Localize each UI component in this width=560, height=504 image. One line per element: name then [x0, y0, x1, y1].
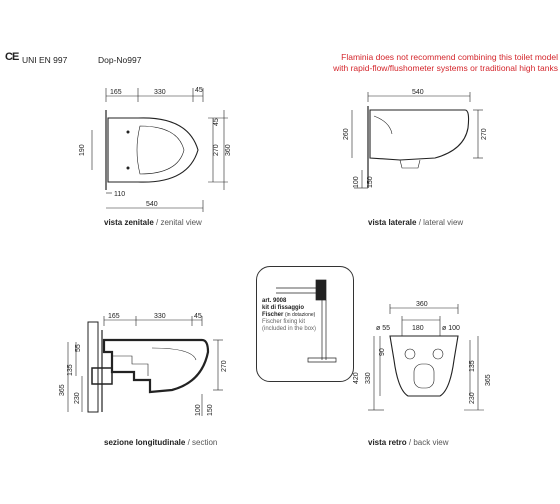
kit-article: art. 9008	[262, 298, 287, 304]
dim-270-side: 270	[481, 128, 488, 140]
dim-165-section: 165	[108, 313, 120, 320]
dim-150: 150	[367, 176, 374, 188]
dim-360: 360	[225, 144, 232, 156]
dim-365: 365	[59, 384, 66, 396]
flush-notice	[268, 52, 558, 74]
dim-100-diameter: ø 100	[442, 325, 460, 332]
dim-420: 420	[353, 372, 360, 384]
ce-mark: CE	[5, 51, 19, 63]
notice-line-1: Flaminia does not recommend combining this toilet model	[341, 52, 558, 62]
fixing-kit-text	[262, 298, 316, 333]
dim-45-section: 45	[194, 313, 202, 320]
dim-135: 135	[67, 364, 74, 376]
dim-360-back: 360	[416, 301, 428, 308]
dim-230: 230	[74, 392, 81, 404]
dim-45: 45	[195, 87, 203, 94]
dim-330: 330	[154, 89, 166, 96]
notice-line-2: with rapid-flow/flushometer systems or traditional high tanks	[333, 63, 558, 73]
dim-180: 180	[412, 325, 424, 332]
dim-330-back: 330	[365, 372, 372, 384]
dim-270: 270	[213, 144, 220, 156]
dim-260: 260	[343, 128, 350, 140]
dim-190: 190	[79, 144, 86, 156]
model-code: Dop-No997	[98, 55, 142, 65]
dim-540: 540	[146, 201, 158, 208]
lateral-view-caption: vista laterale / lateral view	[368, 218, 464, 227]
dim-270-section: 270	[221, 360, 228, 372]
section-view-drawing	[52, 312, 242, 430]
kit-brand: Fischer	[262, 312, 284, 318]
dim-330-section: 330	[154, 313, 166, 320]
standard-label: UNI EN 997	[22, 55, 68, 65]
dim-230-back: 230	[469, 392, 476, 404]
dim-100: 100	[353, 176, 360, 188]
kit-included-it: (in dotazione)	[285, 312, 316, 318]
dim-55: 55	[75, 344, 82, 352]
back-view-caption: vista retro / back view	[368, 438, 449, 447]
dim-150-section: 150	[207, 404, 214, 416]
section-view-caption: sezione longitudinale / section	[104, 438, 218, 447]
zenital-view-caption: vista zenitale / zenital view	[104, 218, 202, 227]
dim-55-diameter: ø 55	[376, 325, 391, 332]
lateral-view-drawing	[340, 88, 490, 203]
dim-90: 90	[379, 348, 386, 356]
dim-540-side: 540	[412, 89, 424, 96]
dim-45-right: 45	[213, 118, 220, 126]
dim-135-back: 135	[469, 360, 476, 372]
zenital-view-drawing	[78, 80, 248, 215]
kit-included-en: (included in the box)	[262, 326, 317, 332]
back-view-drawing	[350, 300, 500, 432]
dim-165: 165	[110, 89, 122, 96]
dim-365-back: 365	[485, 374, 492, 386]
kit-title-en: Fischer fixing kit	[262, 319, 306, 325]
dim-110: 110	[114, 191, 126, 198]
kit-title-it: kit di fissaggio	[262, 305, 305, 311]
dim-100-section: 100	[195, 404, 202, 416]
